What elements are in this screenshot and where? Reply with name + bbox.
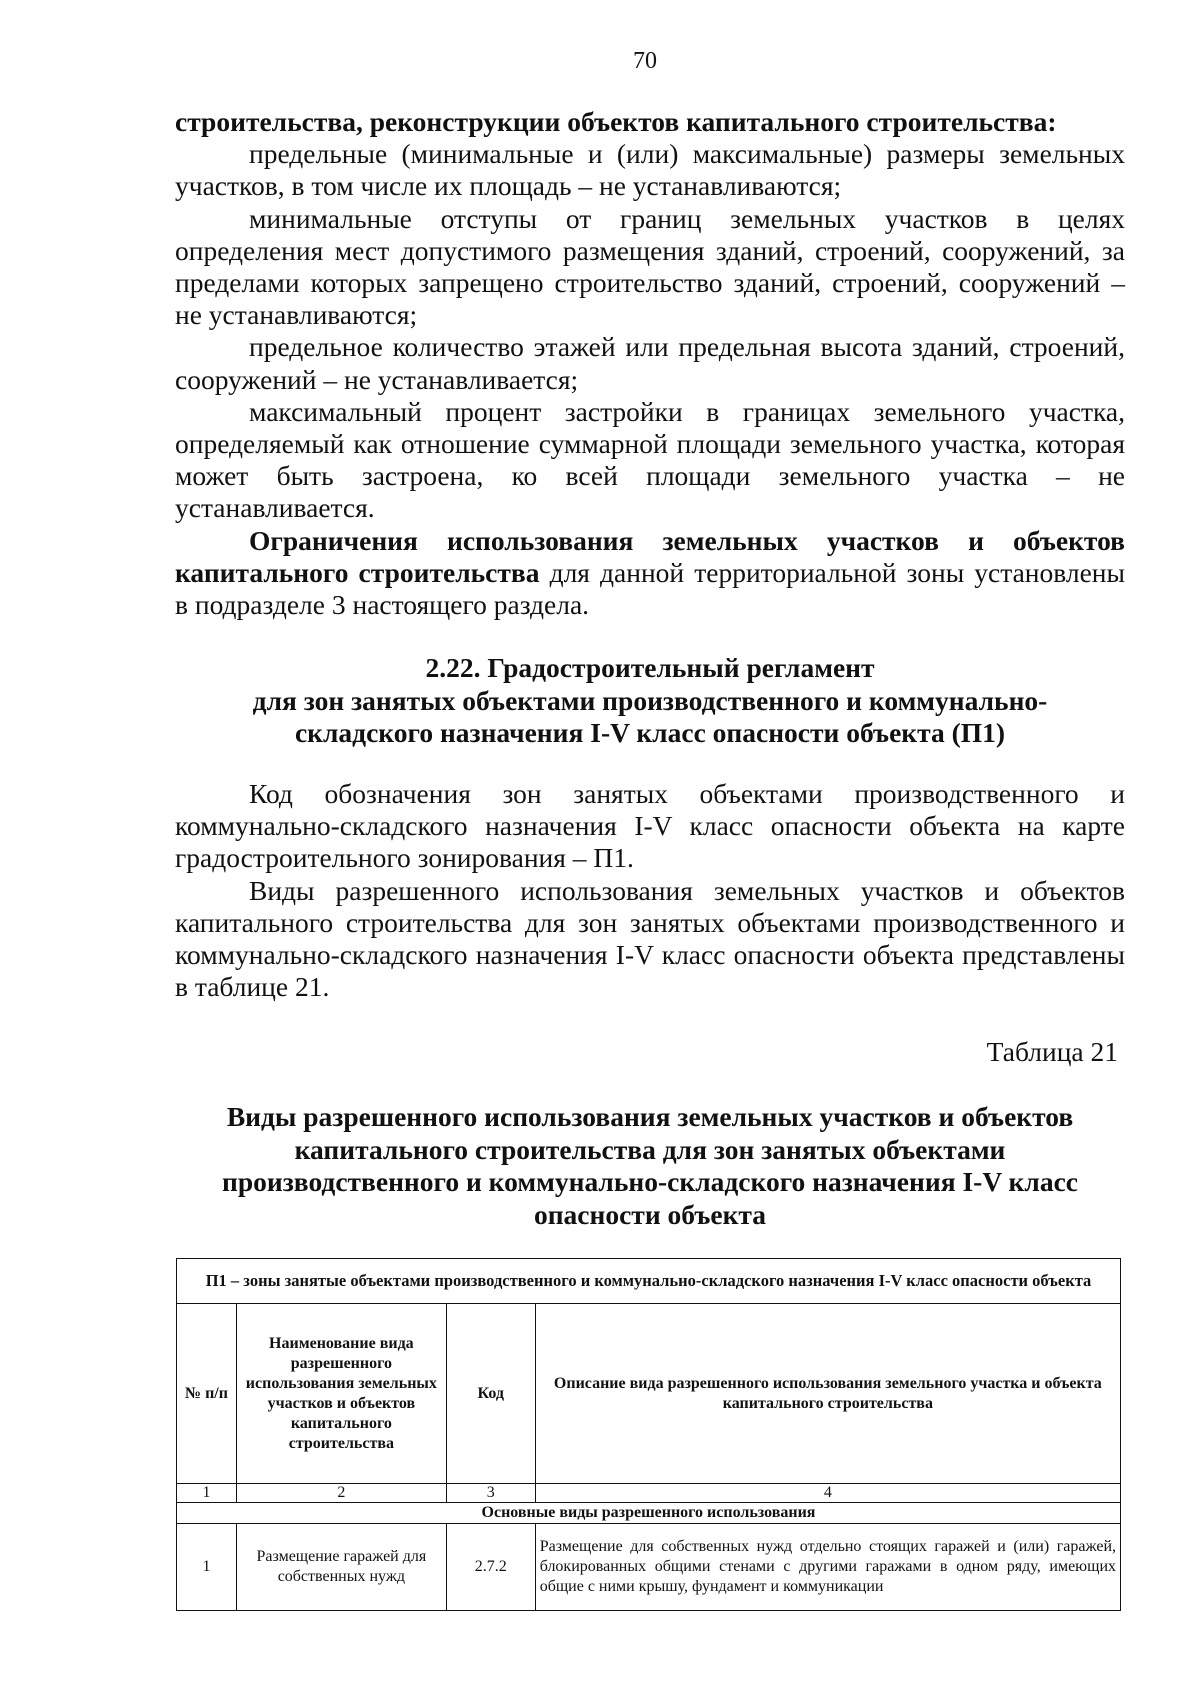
paragraph-restrictions [175,525,1125,622]
section-title-line-3: складского назначения I-V класс опасности объекта (П1) [294,717,1006,748]
table-header-row [177,1304,1121,1484]
table-title-line-1: Виды разрешенного использования земельных участков и объектов [226,1101,1074,1132]
table-title [175,1101,1125,1231]
table-title-line-4: опасности объекта [533,1198,767,1230]
paragraph-coverage: максимальный процент застройки в границах земельного участка, определяемый как отношение суммарной площади земельного участка, которая может быть застроена, ко всей площади земельного участка – не устанавливается. [175,395,1125,524]
section-title-line-2: для зон занятых объектами производственного и коммунально- [252,684,1048,716]
group-row [177,1503,1121,1524]
paragraph-zone-code: Код обозначения зон занятых объектами производственного и коммунально-складского назначения I-V класс опасности объекта на карте градостроительного зонирования – П1. [175,778,1125,874]
table-caption: П1 – зоны занятые объектами производственного и коммунально-складского назначения I-V класс опасности объекта [177,1259,1121,1304]
table-title-line-3: производственного и коммунально-складского назначения I-V класс [222,1166,1078,1197]
row-name: Размещение гаражей для собственных нужд [236,1524,446,1611]
paragraph-table-reference: Виды разрешенного использования земельных участков и объектов капитального строительства для зон занятых объектами производственного и коммунально-складского назначения I-V класс опасности объекта представлены в таблице 21. [175,874,1125,1003]
section-title-line-1: 2.22. Градостроительный регламент [425,652,875,683]
row-desc: Размещение для собственных нужд отдельно стоящих гаражей и (или) гаражей, блокированных общими стенами с другими гаражами в одном ряду, имеющих общие с ними крышу, фундамент и коммуникации [535,1524,1120,1611]
table-title-line-2: капитального строительства для зон занятых объектами [294,1133,1006,1165]
paragraph-setbacks: минимальные отступы от границ земельных участков в целях определения мест допустимого размещения зданий, строений, сооружений, за пределами которых запрещено строительство зданий, строений, сооружений – не устанавливаются; [175,202,1125,331]
permitted-uses-table [176,1258,1121,1611]
header-num: № п/п [177,1304,237,1484]
row-code: 2.7.2 [446,1524,535,1611]
restrictions-rest: для данной территориальной зоны установлены в подразделе 3 настоящего раздела. [175,556,1125,621]
column-number-row [177,1484,1121,1503]
intro-heading-line: строительства, реконструкции объектов капитального строительства: [175,106,1057,137]
section-heading [175,652,1125,750]
col-number-4: 4 [535,1484,1120,1503]
group-label: Основные виды разрешенного использования [177,1503,1121,1524]
col-number-2: 2 [236,1484,446,1503]
header-name: Наименование вида разрешенного использования земельных участков и объектов капитального строительства [236,1304,446,1484]
row-num: 1 [177,1524,237,1611]
col-number-1: 1 [177,1484,237,1503]
restrictions-bold: Ограничения использования земельных участков и объектов капитального строительства [175,524,1125,588]
table-row [177,1524,1121,1611]
paragraph-plot-size: предельные (минимальные и (или) максимальные) размеры земельных участков, в том числе их площадь – не устанавливаются; [175,138,1125,202]
header-code: Код [446,1304,535,1484]
header-desc: Описание вида разрешенного использования земельного участка и объекта капитального строительства [535,1304,1120,1484]
table-caption-row [177,1259,1121,1304]
table-label: Таблица 21 [986,1036,1118,1067]
col-number-3: 3 [446,1484,535,1503]
intro-text [175,106,1125,621]
page-number: 70 [633,48,657,74]
paragraph-floors: предельное количество этажей или предельная высота зданий, строений, сооружений – не устанавливается; [175,331,1125,395]
section-text [175,778,1125,1003]
